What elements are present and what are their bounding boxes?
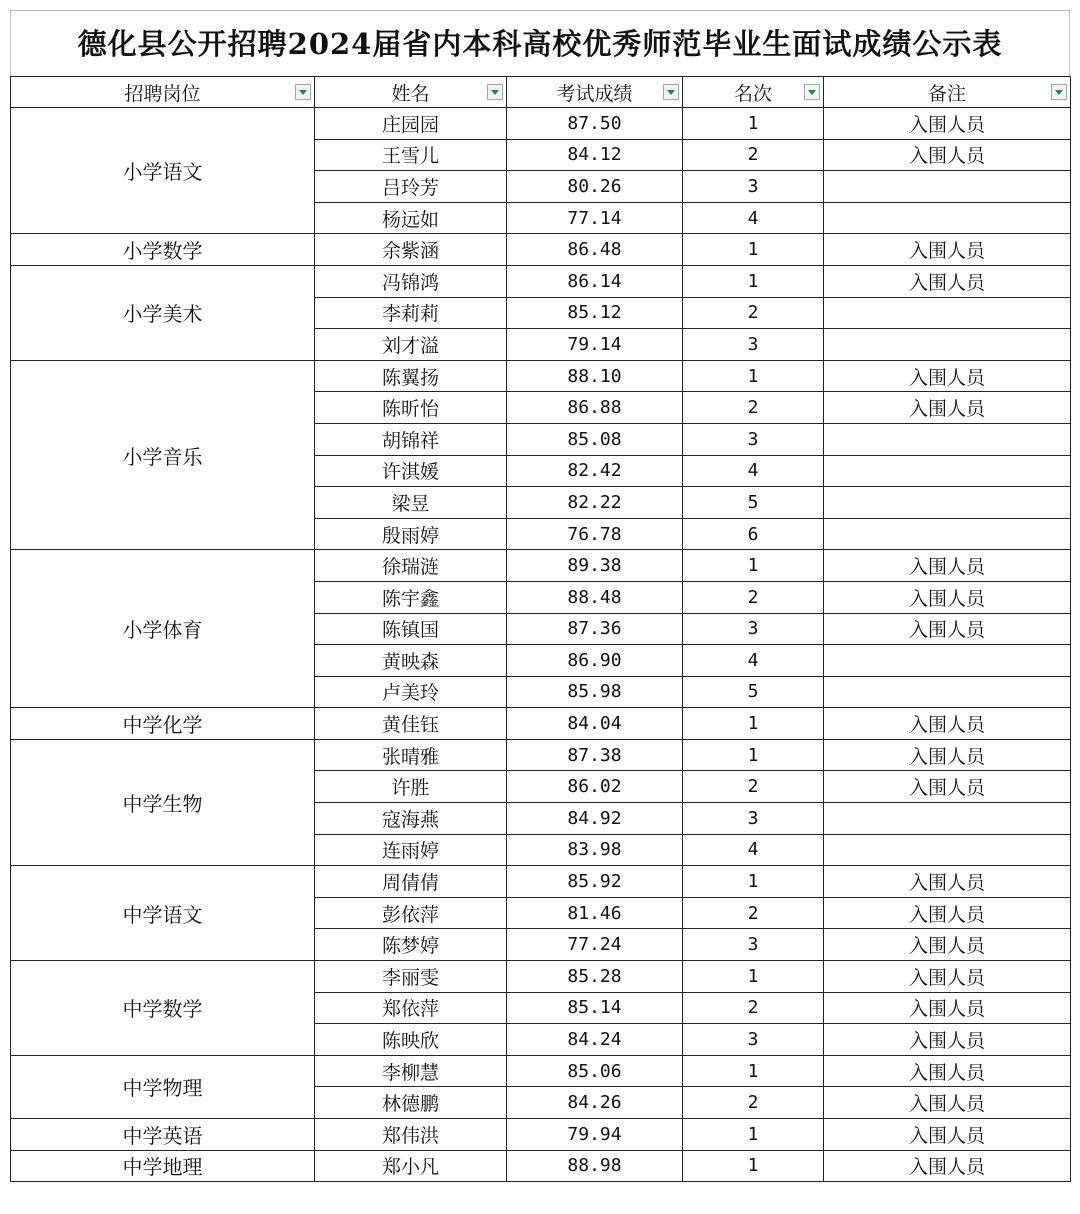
cell-name[interactable]: 陈翼扬 [315, 360, 507, 392]
cell-note[interactable]: 入围人员 [824, 1119, 1071, 1151]
cell-note[interactable]: 入围人员 [824, 771, 1071, 803]
cell-score[interactable]: 84.12 [507, 139, 683, 171]
cell-note[interactable]: 入围人员 [824, 392, 1071, 424]
cell-score[interactable]: 82.42 [507, 455, 683, 487]
cell-rank[interactable]: 2 [683, 992, 824, 1024]
table-body [11, 108, 1071, 1182]
cell-post[interactable]: 中学语文 [11, 866, 315, 961]
cell-note[interactable]: 入围人员 [824, 108, 1071, 140]
cell-score[interactable]: 79.14 [507, 329, 683, 361]
cell-rank[interactable]: 4 [683, 202, 824, 234]
header-note [824, 77, 1071, 108]
cell-score[interactable]: 86.88 [507, 392, 683, 424]
cell-note[interactable]: 入围人员 [824, 992, 1071, 1024]
cell-name[interactable]: 陈昕怡 [315, 392, 507, 424]
header-label: 考试成绩 [556, 82, 633, 105]
table-row [11, 108, 1071, 140]
cell-note[interactable]: 入围人员 [824, 1024, 1071, 1056]
cell-name[interactable]: 刘才溢 [315, 329, 507, 361]
cell-note[interactable]: 入围人员 [824, 929, 1071, 961]
cell-rank[interactable]: 3 [683, 803, 824, 835]
cell-score[interactable]: 77.24 [507, 929, 683, 961]
cell-score[interactable]: 85.12 [507, 297, 683, 329]
cell-name[interactable]: 杨远如 [315, 202, 507, 234]
cell-note[interactable]: 入围人员 [824, 613, 1071, 645]
cell-rank[interactable]: 1 [683, 108, 824, 140]
cell-score[interactable]: 84.24 [507, 1024, 683, 1056]
cell-name[interactable]: 黄映森 [315, 645, 507, 677]
cell-score[interactable]: 84.04 [507, 708, 683, 740]
cell-note[interactable] [824, 455, 1071, 487]
cell-post[interactable]: 中学地理 [11, 1150, 315, 1182]
cell-rank[interactable]: 5 [683, 676, 824, 708]
cell-rank[interactable]: 2 [683, 297, 824, 329]
cell-name[interactable]: 郑伟洪 [315, 1119, 507, 1151]
cell-score[interactable]: 88.48 [507, 581, 683, 613]
spreadsheet [10, 10, 1070, 1182]
cell-name[interactable]: 陈宇鑫 [315, 581, 507, 613]
cell-post[interactable]: 小学语文 [11, 108, 315, 234]
cell-rank[interactable]: 3 [683, 423, 824, 455]
cell-name[interactable]: 冯锦鸿 [315, 265, 507, 297]
cell-note[interactable]: 入围人员 [824, 961, 1071, 993]
cell-note[interactable] [824, 834, 1071, 866]
cell-post[interactable]: 中学物理 [11, 1055, 315, 1118]
cell-name[interactable]: 寇海燕 [315, 803, 507, 835]
cell-name[interactable]: 王雪儿 [315, 139, 507, 171]
header-label: 名次 [733, 82, 772, 105]
cell-note[interactable]: 入围人员 [824, 234, 1071, 266]
cell-post[interactable]: 小学体育 [11, 550, 315, 708]
cell-name[interactable]: 张晴雅 [315, 739, 507, 771]
cell-rank[interactable]: 1 [683, 360, 824, 392]
cell-name[interactable]: 吕玲芳 [315, 171, 507, 203]
cell-post[interactable]: 中学化学 [11, 708, 315, 740]
cell-score[interactable]: 86.14 [507, 265, 683, 297]
cell-score[interactable]: 88.98 [507, 1150, 683, 1182]
table-row [11, 1055, 1071, 1087]
cell-note[interactable]: 入围人员 [824, 739, 1071, 771]
cell-score[interactable]: 76.78 [507, 518, 683, 550]
cell-rank[interactable]: 1 [683, 866, 824, 898]
cell-post[interactable]: 小学美术 [11, 265, 315, 360]
cell-rank[interactable]: 3 [683, 929, 824, 961]
cell-name[interactable]: 胡锦祥 [315, 423, 507, 455]
cell-name[interactable]: 徐瑞涟 [315, 550, 507, 582]
cell-score[interactable]: 85.14 [507, 992, 683, 1024]
cell-score[interactable]: 85.92 [507, 866, 683, 898]
cell-post[interactable]: 中学生物 [11, 739, 315, 865]
cell-rank[interactable]: 4 [683, 834, 824, 866]
cell-rank[interactable]: 2 [683, 581, 824, 613]
cell-name[interactable]: 李丽雯 [315, 961, 507, 993]
dropdown-filter-icon[interactable] [1051, 84, 1067, 100]
cell-score[interactable]: 84.92 [507, 803, 683, 835]
cell-name[interactable]: 郑小凡 [315, 1150, 507, 1182]
cell-name[interactable]: 李莉莉 [315, 297, 507, 329]
cell-rank[interactable]: 1 [683, 550, 824, 582]
table-row [11, 234, 1071, 266]
table-row [11, 360, 1071, 392]
cell-note[interactable] [824, 297, 1071, 329]
cell-rank[interactable]: 1 [683, 1150, 824, 1182]
cell-rank[interactable]: 1 [683, 739, 824, 771]
cell-note[interactable] [824, 518, 1071, 550]
cell-rank[interactable]: 5 [683, 487, 824, 519]
cell-note[interactable] [824, 676, 1071, 708]
cell-name[interactable]: 彭依萍 [315, 897, 507, 929]
cell-rank[interactable]: 1 [683, 234, 824, 266]
cell-rank[interactable]: 6 [683, 518, 824, 550]
cell-note[interactable]: 入围人员 [824, 265, 1071, 297]
cell-score[interactable]: 86.02 [507, 771, 683, 803]
cell-rank[interactable]: 1 [683, 1055, 824, 1087]
cell-score[interactable]: 85.98 [507, 676, 683, 708]
cell-note[interactable]: 入围人员 [824, 139, 1071, 171]
cell-name[interactable]: 陈映欣 [315, 1024, 507, 1056]
cell-rank[interactable]: 3 [683, 613, 824, 645]
cell-score[interactable]: 85.06 [507, 1055, 683, 1087]
header-label: 姓名 [391, 82, 430, 105]
cell-rank[interactable]: 2 [683, 771, 824, 803]
cell-note[interactable] [824, 329, 1071, 361]
dropdown-filter-icon[interactable] [663, 84, 679, 100]
cell-rank[interactable]: 2 [683, 897, 824, 929]
cell-name[interactable]: 许胜 [315, 771, 507, 803]
cell-rank[interactable]: 1 [683, 708, 824, 740]
cell-name[interactable]: 余紫涵 [315, 234, 507, 266]
cell-note[interactable]: 入围人员 [824, 1150, 1071, 1182]
cell-note[interactable]: 入围人员 [824, 708, 1071, 740]
header-score [507, 77, 683, 108]
cell-score[interactable]: 79.94 [507, 1119, 683, 1151]
cell-name[interactable]: 林德鹏 [315, 1087, 507, 1119]
cell-name[interactable]: 李柳慧 [315, 1055, 507, 1087]
cell-score[interactable]: 86.90 [507, 645, 683, 677]
cell-rank[interactable]: 3 [683, 171, 824, 203]
cell-note[interactable] [824, 487, 1071, 519]
cell-score[interactable]: 87.38 [507, 739, 683, 771]
cell-note[interactable] [824, 202, 1071, 234]
cell-rank[interactable]: 2 [683, 392, 824, 424]
cell-name[interactable]: 梁昱 [315, 487, 507, 519]
header-rank [683, 77, 824, 108]
cell-name[interactable]: 卢美玲 [315, 676, 507, 708]
table-row [11, 550, 1071, 582]
cell-name[interactable]: 许淇媛 [315, 455, 507, 487]
header-label: 招聘岗位 [124, 82, 201, 105]
cell-note[interactable] [824, 423, 1071, 455]
cell-score[interactable]: 85.08 [507, 423, 683, 455]
table-row [11, 1119, 1071, 1151]
table-row [11, 708, 1071, 740]
cell-score[interactable]: 86.48 [507, 234, 683, 266]
results-table [10, 76, 1071, 1182]
cell-rank[interactable]: 2 [683, 1087, 824, 1119]
table-row [11, 961, 1071, 993]
cell-rank[interactable]: 1 [683, 265, 824, 297]
cell-score[interactable]: 87.50 [507, 108, 683, 140]
header-post [11, 77, 315, 108]
cell-score[interactable]: 88.10 [507, 360, 683, 392]
cell-post[interactable]: 小学数学 [11, 234, 315, 266]
cell-post[interactable]: 中学数学 [11, 961, 315, 1056]
cell-name[interactable]: 连雨婷 [315, 834, 507, 866]
cell-note[interactable]: 入围人员 [824, 897, 1071, 929]
header-name [315, 77, 507, 108]
cell-note[interactable]: 入围人员 [824, 550, 1071, 582]
dropdown-filter-icon[interactable] [295, 84, 311, 100]
cell-rank[interactable]: 4 [683, 455, 824, 487]
table-row [11, 866, 1071, 898]
cell-score[interactable]: 82.22 [507, 487, 683, 519]
cell-score[interactable]: 85.28 [507, 961, 683, 993]
cell-note[interactable] [824, 171, 1071, 203]
cell-rank[interactable]: 3 [683, 1024, 824, 1056]
cell-rank[interactable]: 1 [683, 961, 824, 993]
dropdown-filter-icon[interactable] [487, 84, 503, 100]
cell-name[interactable]: 周倩倩 [315, 866, 507, 898]
cell-rank[interactable]: 3 [683, 329, 824, 361]
cell-note[interactable] [824, 645, 1071, 677]
cell-rank[interactable]: 4 [683, 645, 824, 677]
cell-score[interactable]: 83.98 [507, 834, 683, 866]
header-row [11, 77, 1071, 108]
page-title: 德化县公开招聘2024届省内本科高校优秀师范毕业生面试成绩公示表 [10, 10, 1070, 76]
cell-score[interactable]: 84.26 [507, 1087, 683, 1119]
cell-post[interactable]: 小学音乐 [11, 360, 315, 550]
cell-name[interactable]: 黄佳钰 [315, 708, 507, 740]
cell-score[interactable]: 81.46 [507, 897, 683, 929]
cell-post[interactable]: 中学英语 [11, 1119, 315, 1151]
dropdown-filter-icon[interactable] [804, 84, 820, 100]
cell-score[interactable]: 77.14 [507, 202, 683, 234]
cell-note[interactable]: 入围人员 [824, 1087, 1071, 1119]
cell-name[interactable]: 陈梦婷 [315, 929, 507, 961]
cell-rank[interactable]: 1 [683, 1119, 824, 1151]
cell-score[interactable]: 89.38 [507, 550, 683, 582]
cell-name[interactable]: 陈镇国 [315, 613, 507, 645]
cell-name[interactable]: 庄园园 [315, 108, 507, 140]
cell-note[interactable] [824, 803, 1071, 835]
table-row [11, 265, 1071, 297]
table-row [11, 1150, 1071, 1182]
cell-note[interactable]: 入围人员 [824, 581, 1071, 613]
cell-name[interactable]: 郑依萍 [315, 992, 507, 1024]
table-row [11, 739, 1071, 771]
cell-rank[interactable]: 2 [683, 139, 824, 171]
cell-name[interactable]: 殷雨婷 [315, 518, 507, 550]
cell-score[interactable]: 80.26 [507, 171, 683, 203]
cell-note[interactable]: 入围人员 [824, 1055, 1071, 1087]
cell-note[interactable]: 入围人员 [824, 866, 1071, 898]
cell-note[interactable]: 入围人员 [824, 360, 1071, 392]
cell-score[interactable]: 87.36 [507, 613, 683, 645]
header-label: 备注 [927, 82, 966, 105]
